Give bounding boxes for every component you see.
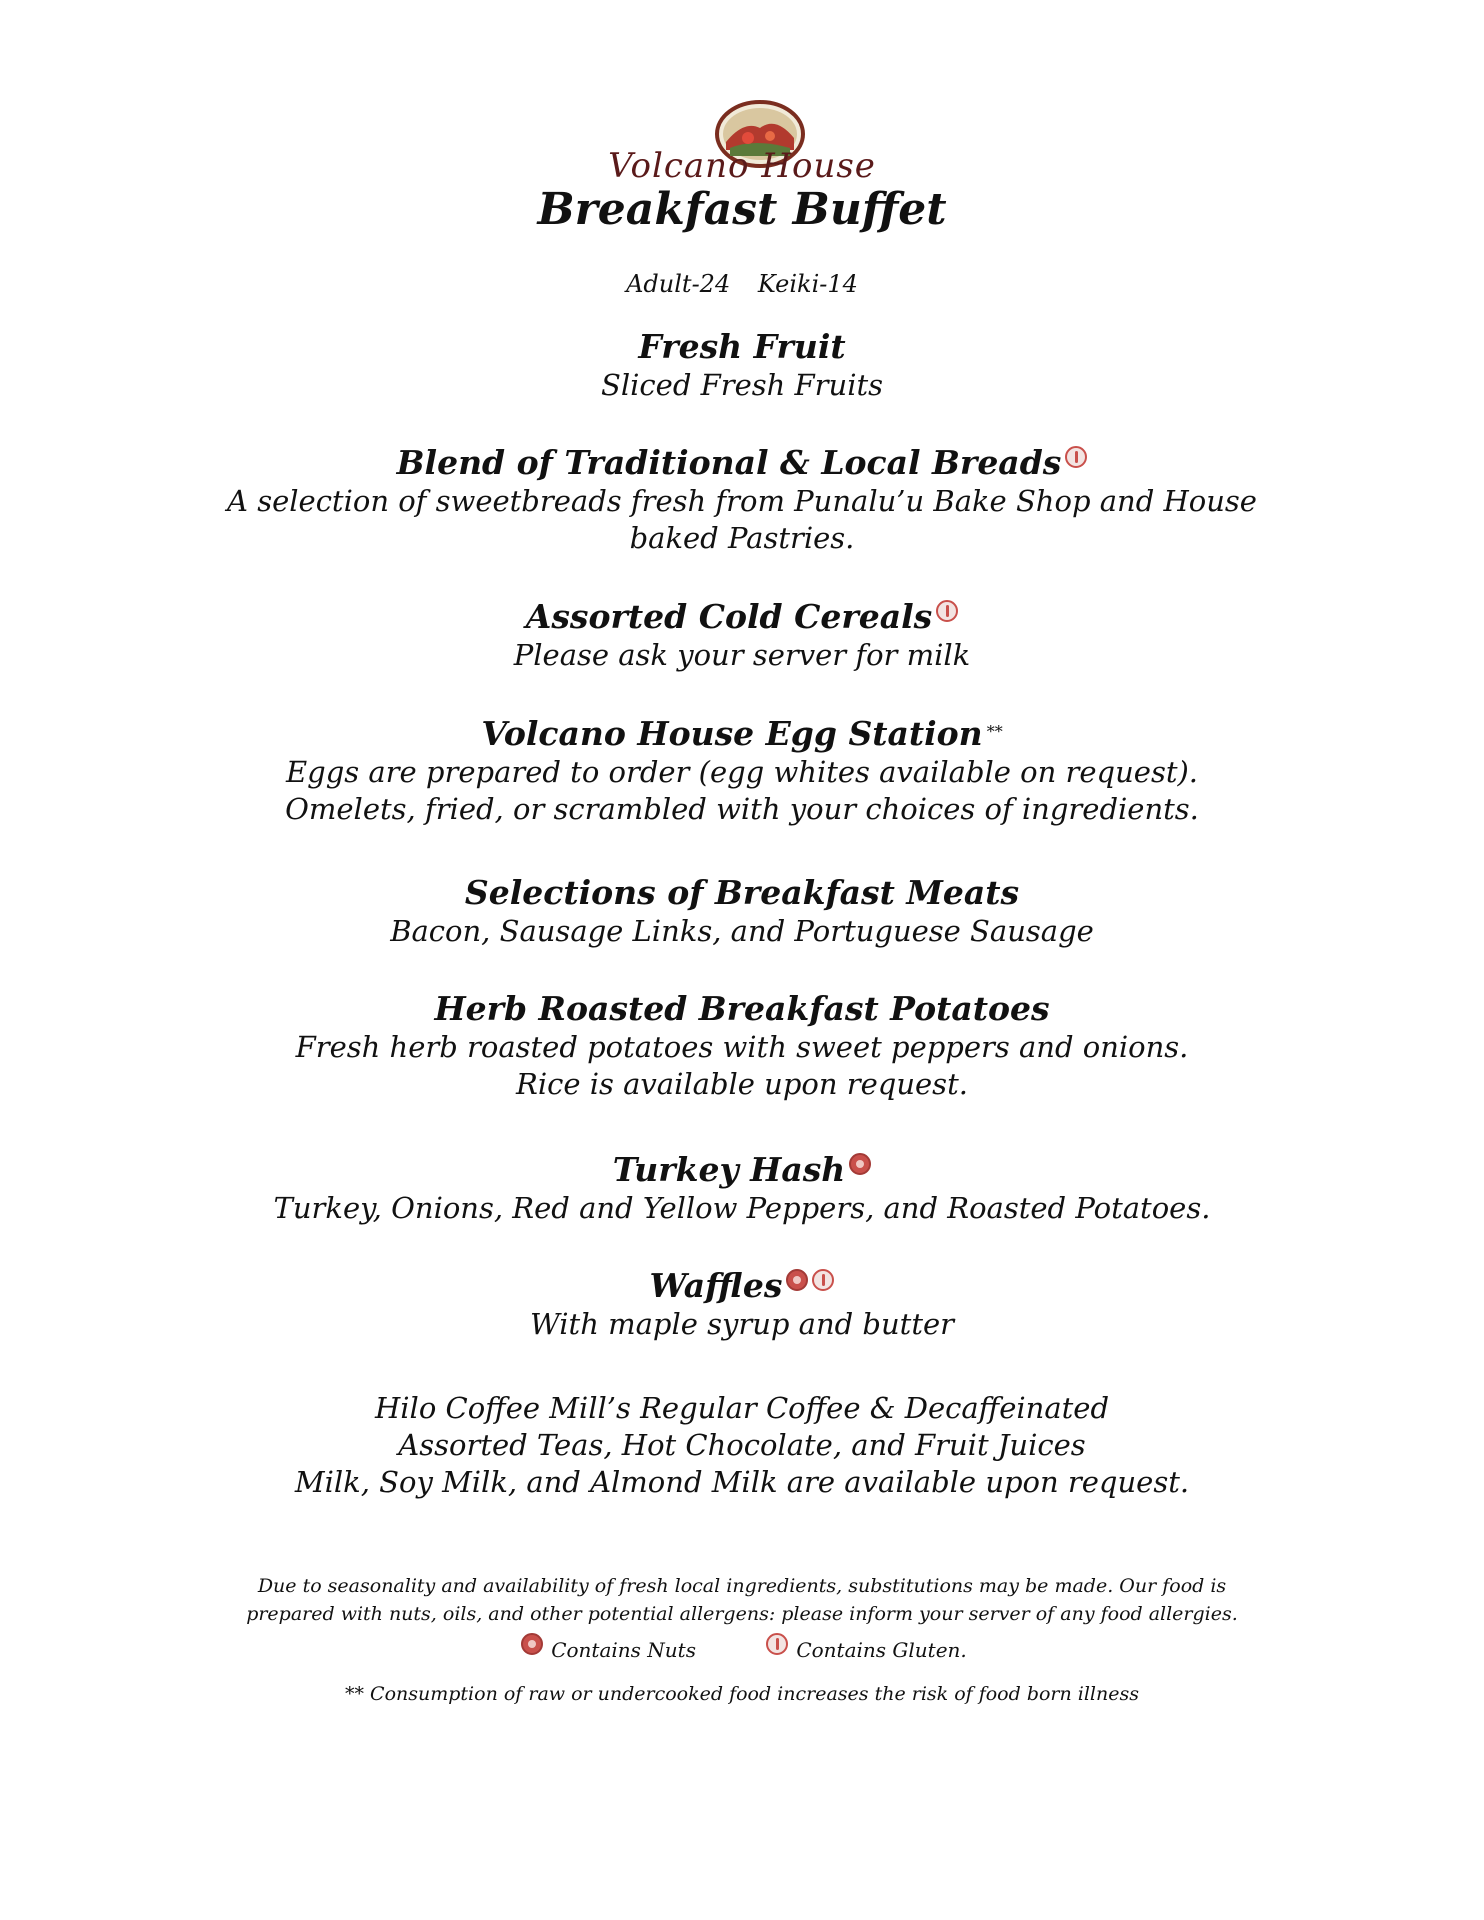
section-description: With maple syrup and butter	[529, 1307, 955, 1341]
section-heading: Herb Roasted Breakfast Potatoes	[434, 989, 1050, 1028]
legend-item-gluten	[762, 1633, 966, 1662]
section-description: Turkey, Onions, Red and Yellow Peppers, and Roasted Potatoes.	[273, 1191, 1211, 1225]
menu-section-egg-station	[180, 712, 1304, 828]
section-heading-row	[180, 443, 1304, 483]
legend-item-nuts	[517, 1633, 696, 1662]
section-heading-row	[180, 1266, 1304, 1306]
menu-section-potatoes	[180, 989, 1304, 1103]
section-description: Omelets, fried, or scrambled with your choices of ingredients.	[285, 792, 1199, 826]
section-heading-row	[180, 1150, 1304, 1190]
menu-section-fresh-fruit	[180, 327, 1304, 404]
section-heading: Assorted Cold Cereals	[525, 597, 933, 636]
gluten-icon	[766, 1633, 788, 1655]
section-heading: Waffles	[649, 1266, 783, 1305]
disclaimer-line: prepared with nuts, oils, and other potential allergens: please inform your server of any food allergies.	[246, 1603, 1238, 1625]
gluten-icon	[1065, 446, 1087, 468]
section-heading: Volcano House Egg Station	[481, 714, 983, 753]
allergen-disclaimer	[150, 1572, 1334, 1628]
section-description: Please ask your server for milk	[513, 638, 971, 672]
price-adult: Adult-24	[626, 270, 731, 298]
price-keiki: Keiki-14	[757, 270, 858, 298]
gluten-icon	[812, 1269, 834, 1291]
section-description: Sliced Fresh Fruits	[601, 368, 883, 402]
menu-section-turkey-hash	[180, 1150, 1304, 1227]
gluten-icon	[936, 600, 958, 622]
nuts-icon	[521, 1633, 543, 1655]
legend-label: Contains Nuts	[551, 1638, 696, 1662]
beverages-section	[180, 1390, 1304, 1501]
section-heading: Fresh Fruit	[638, 327, 846, 366]
nuts-icon	[786, 1269, 808, 1291]
section-description: Fresh herb roasted potatoes with sweet peppers and onions.	[295, 1030, 1189, 1064]
menu-section-breads	[180, 443, 1304, 557]
section-heading: Turkey Hash	[612, 1150, 846, 1189]
section-heading-row	[180, 712, 1304, 754]
beverage-line: Assorted Teas, Hot Chocolate, and Fruit Juices	[398, 1428, 1086, 1462]
menu-section-meats	[180, 873, 1304, 950]
beverage-line: Milk, Soy Milk, and Almond Milk are available upon request.	[294, 1465, 1190, 1499]
section-description: Rice is available upon request.	[516, 1067, 968, 1101]
raw-food-marker: **	[986, 722, 1003, 741]
beverage-line: Hilo Coffee Mill’s Regular Coffee & Decaffeinated	[374, 1391, 1110, 1425]
legend-label: Contains Gluten.	[796, 1638, 967, 1662]
disclaimer-line: Due to seasonality and availability of fresh local ingredients, substitutions may be made. Our food is	[257, 1575, 1227, 1597]
section-description: A selection of sweetbreads fresh from Punalu’u Bake Shop and House baked Pastries.	[227, 484, 1257, 555]
menu-title: Breakfast Buffet	[537, 184, 947, 235]
section-heading-row	[180, 597, 1304, 637]
nuts-icon	[849, 1153, 871, 1175]
section-description: Bacon, Sausage Links, and Portuguese Sausage	[390, 914, 1094, 948]
menu-section-cereals	[180, 597, 1304, 674]
raw-food-warning: ** Consumption of raw or undercooked food increases the risk of food born illness	[345, 1683, 1139, 1705]
section-heading: Selections of Breakfast Meats	[464, 873, 1020, 912]
allergen-legend	[0, 1633, 1484, 1662]
menu-section-waffles	[180, 1266, 1304, 1343]
section-description: Eggs are prepared to order (egg whites available on request).	[285, 755, 1199, 789]
brand-name: Volcano House	[608, 146, 876, 186]
section-heading: Blend of Traditional & Local Breads	[396, 443, 1062, 482]
price-line	[0, 270, 1484, 298]
